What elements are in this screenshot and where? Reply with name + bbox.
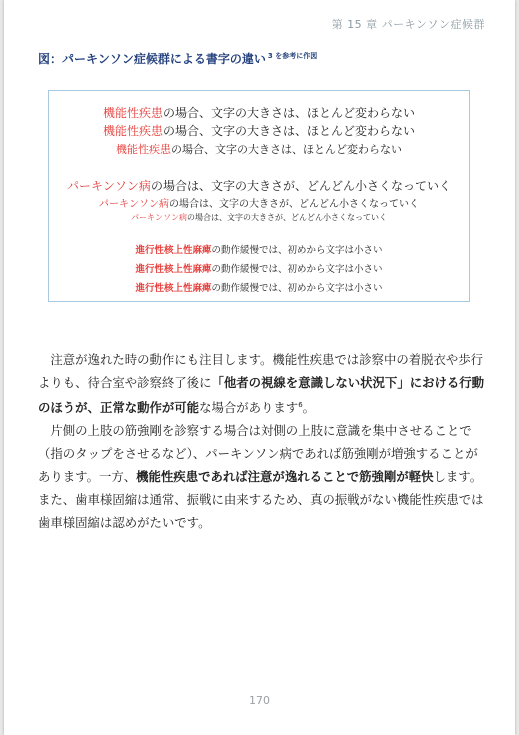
line-text: の動作緩慢では、初めから文字は小さい [211, 283, 383, 294]
line-highlight: 進行性核上性麻痺 [135, 245, 212, 256]
page [4, 0, 515, 735]
figure-line [49, 212, 469, 223]
paragraph-text: 。 [302, 400, 316, 416]
line-highlight: 機能性疾患 [102, 124, 163, 138]
figure-title [38, 50, 317, 67]
paragraph-text: な場合があります [199, 400, 299, 416]
line-text: の場合、文字の大きさは、ほとんど変わらない [171, 143, 402, 156]
paragraph-text: 注意が逸れた時の動作にも注目します。機能性疾患では診察中の着脱衣や歩行よりも、待合室や診察終了後に [38, 352, 484, 390]
line-highlight: パーキンソン病 [99, 199, 169, 210]
line-text: の場合は、文字の大きさが、どんどん小さくなっていく [150, 179, 451, 193]
line-text: の場合は、文字の大きさが、どんどん小さくなっていく [168, 199, 419, 210]
figure-line [49, 280, 469, 294]
line-text: の場合、文字の大きさは、ほとんど変わらない [163, 106, 416, 120]
reference-marker: 6 [298, 401, 303, 409]
figure-title-reference: 3 を参考に作図 [267, 52, 318, 60]
line-highlight: 機能性疾患 [116, 143, 171, 156]
paragraph-text: します。また、歯車様固縮は通常、振戦に由来するため、真の振戦がない機能性疾患では歯車様固縮は認めがたいです。 [38, 469, 484, 531]
figure-line [49, 261, 469, 275]
handwriting-figure [48, 90, 470, 302]
body-text [38, 348, 485, 534]
line-highlight: パーキンソン病 [67, 179, 151, 193]
figure-line [49, 195, 469, 210]
running-head: 第 15 章 パーキンソン症候群 [331, 18, 485, 31]
figure-line [49, 104, 469, 121]
paragraph [38, 419, 485, 534]
page-number: 170 [249, 694, 270, 707]
line-highlight: 機能性疾患 [102, 106, 163, 120]
figure-line [49, 177, 469, 194]
line-text: の場合、文字の大きさは、ほとんど変わらない [163, 124, 416, 138]
figure-line [49, 141, 469, 157]
emphasis-text: 機能性疾患であれば注意が逸れることで筋強剛が軽快 [136, 469, 434, 485]
line-highlight: 進行性核上性麻痺 [135, 283, 212, 294]
paragraph-text: 片側の上肢の筋強剛を診察する場合は対側の上肢に意識を集中させることで（指のタップをさせるなど）、パーキンソン病であれば筋強剛が増強することがあります。一方、 [38, 423, 478, 485]
figure-line [49, 122, 469, 139]
figure-line [49, 242, 469, 256]
paragraph [38, 348, 485, 419]
line-highlight: 進行性核上性麻痺 [135, 264, 212, 275]
emphasis-text: 「他者の視線を意識しない状況下」における行動のほうが、正常な動作が可能 [38, 375, 485, 416]
line-text: の動作緩慢では、初めから文字は小さい [211, 245, 383, 256]
line-text: の動作緩慢では、初めから文字は小さい [211, 264, 383, 275]
line-highlight: パーキンソン病 [131, 213, 187, 222]
line-text: の場合は、文字の大きさが、どんどん小さくなっていく [186, 213, 387, 222]
figure-title-text: 図：パーキンソン症候群による書字の違い [38, 52, 266, 66]
